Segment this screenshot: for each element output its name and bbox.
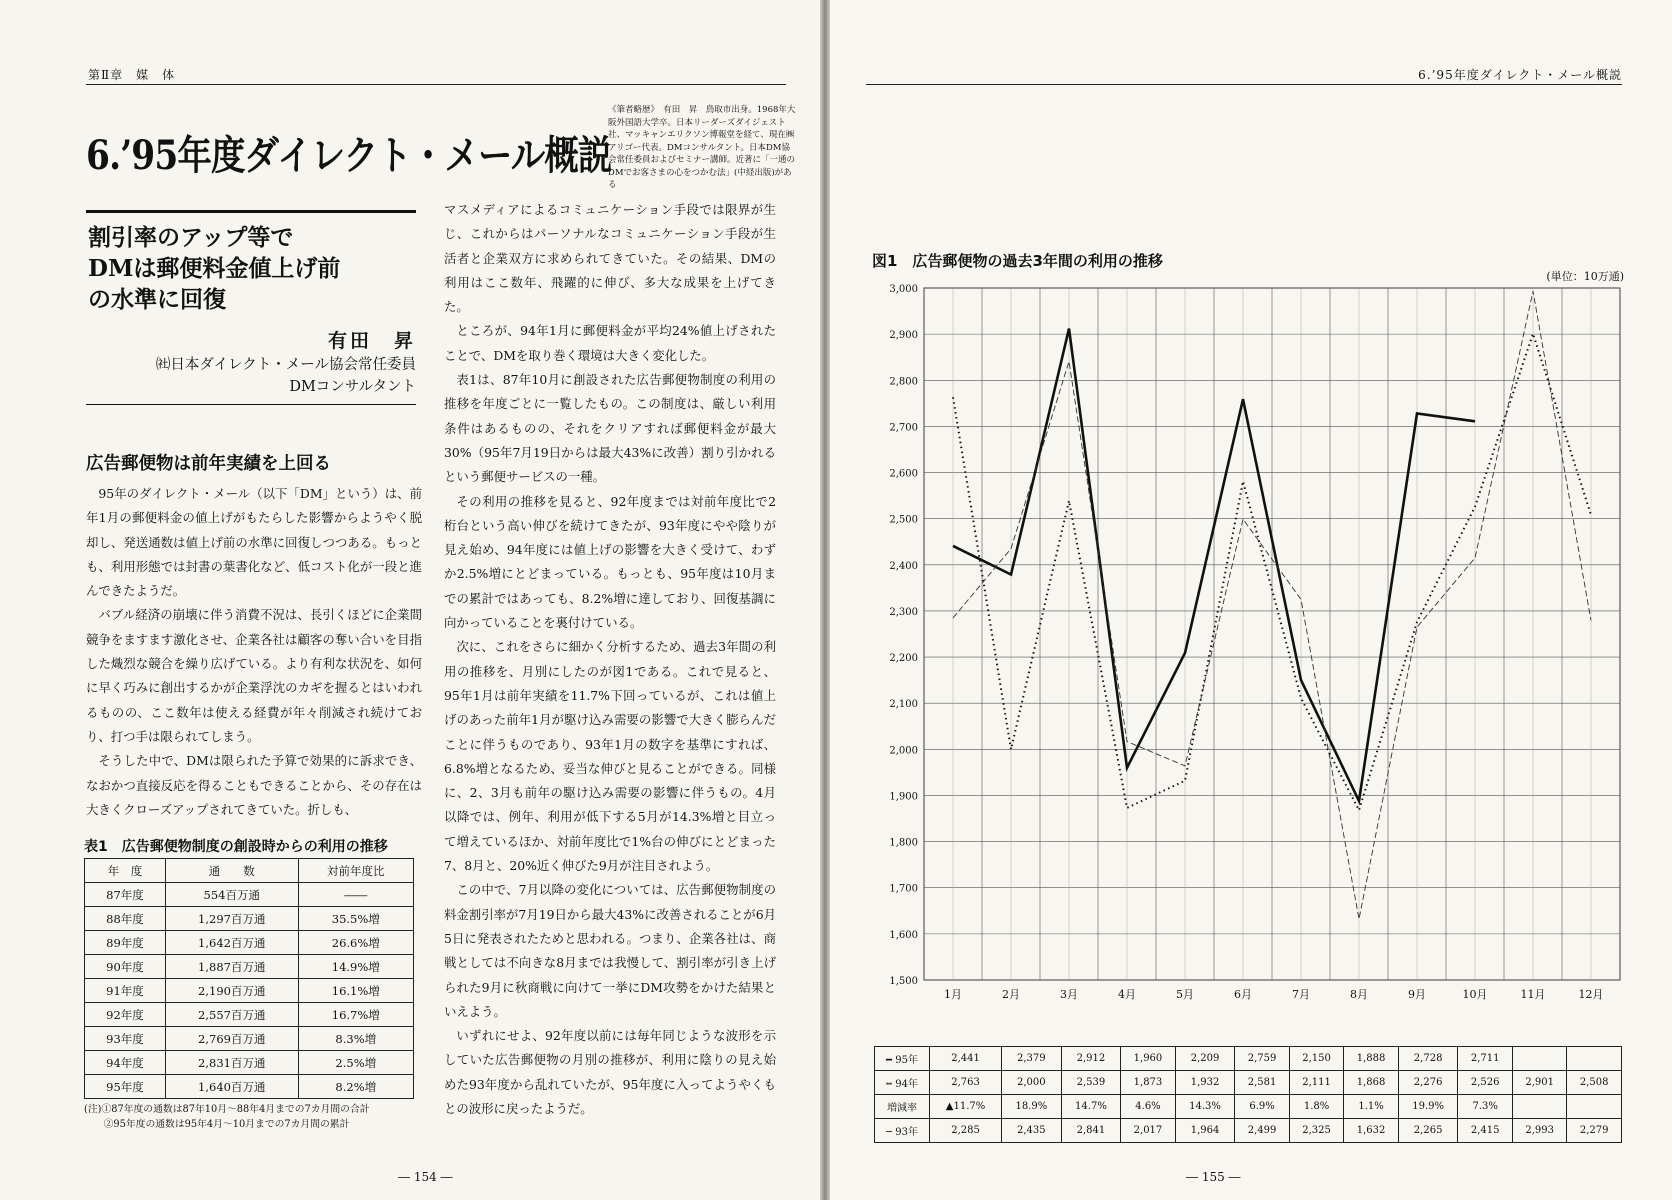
y-tick-label: 1,800 xyxy=(889,837,918,849)
y-tick-label: 2,500 xyxy=(889,514,918,526)
table-cell: ▲11.7% xyxy=(930,1095,1002,1119)
table-cell: 2,276 xyxy=(1398,1071,1458,1095)
section-heading: 広告郵便物は前年実績を上回る xyxy=(86,454,331,474)
left-page xyxy=(0,0,820,1200)
running-head-right: 6.’95年度ダイレクト・メール概説 xyxy=(1418,68,1622,82)
table-cell: 1,960 xyxy=(1121,1047,1176,1071)
table-cell: 2,111 xyxy=(1289,1071,1344,1095)
table-cell: 14.7% xyxy=(1061,1095,1121,1119)
table-cell: 14.3% xyxy=(1175,1095,1235,1119)
y-tick-label: 2,300 xyxy=(889,606,918,618)
chart-grid xyxy=(924,288,1620,980)
table-cell xyxy=(1567,1095,1622,1119)
table-row: 93年度 2,769百万通 8.3%増 xyxy=(85,1027,414,1051)
table-cell: 18.9% xyxy=(1002,1095,1062,1119)
table-row xyxy=(875,1047,1622,1071)
table-row xyxy=(875,1095,1622,1119)
table-cell: 19.9% xyxy=(1398,1095,1458,1119)
table-cell: 2,759 xyxy=(1235,1047,1290,1071)
table-cell: 2,017 xyxy=(1121,1119,1176,1143)
table-cell: 1,868 xyxy=(1344,1071,1399,1095)
article-title: 6.’95年度ダイレクト・メール概説 xyxy=(86,132,612,179)
row-label: ━ 95年 xyxy=(875,1047,930,1071)
row-label: ┅ 94年 xyxy=(875,1071,930,1095)
table1 xyxy=(84,858,414,1099)
table-cell xyxy=(1512,1095,1567,1119)
table-cell: 2,209 xyxy=(1175,1047,1235,1071)
table-cell: 2,435 xyxy=(1002,1119,1062,1143)
y-tick-label: 1,900 xyxy=(889,791,918,803)
table-cell xyxy=(1512,1047,1567,1071)
table-row xyxy=(875,1071,1622,1095)
table-row: 91年度 2,190百万通 16.1%増 xyxy=(85,979,414,1003)
table-cell: 1,932 xyxy=(1175,1071,1235,1095)
y-tick-label: 2,900 xyxy=(889,330,918,342)
y-tick-label: 1,700 xyxy=(889,883,918,895)
table-cell: 2,265 xyxy=(1398,1119,1458,1143)
table-cell: 2,711 xyxy=(1458,1047,1513,1071)
table-cell: 1,873 xyxy=(1121,1071,1176,1095)
author-bio: 《筆者略歴》 有田 昇 鳥取市出身。1968年大阪外国語大学卒。日本リーダーズダイジェスト社、マッキャンエリクソン博報堂を経て、現在㈱アリゴー代表。DMコンサルタント。日本DM協会常任委員およびセミナー講師。近著に「一通のDMでお客さまの心をつかむ法」(中経出版)がある xyxy=(608,105,796,190)
x-axis-ticks xyxy=(944,988,1604,1001)
table-cell: 2,728 xyxy=(1398,1047,1458,1071)
line-chart xyxy=(860,280,1640,1040)
table-row: 94年度 2,831百万通 2.5%増 xyxy=(85,1051,414,1075)
table-row: 87年度 554百万通 ―― xyxy=(85,883,414,907)
y-axis-ticks xyxy=(889,284,918,987)
author-affiliation: ㈳日本ダイレクト・メール協会常任委員 DMコンサルタント xyxy=(155,357,416,395)
y-tick-label: 2,800 xyxy=(889,376,918,388)
data-table xyxy=(874,1046,1622,1143)
table-row: 95年度 1,640百万通 8.2%増 xyxy=(85,1075,414,1099)
table-cell: 2,150 xyxy=(1289,1047,1344,1071)
table-cell: 2,581 xyxy=(1235,1071,1290,1095)
table-cell: 1,964 xyxy=(1175,1119,1235,1143)
table-cell: 2,000 xyxy=(1002,1071,1062,1095)
chart-title: 図1 広告郵便物の過去3年間の利用の推移 xyxy=(872,252,1163,270)
row-label: ─ 93年 xyxy=(875,1119,930,1143)
y-tick-label: 2,600 xyxy=(889,468,918,480)
table-cell: 6.9% xyxy=(1235,1095,1290,1119)
table-cell xyxy=(1567,1047,1622,1071)
x-tick-label: 8月 xyxy=(1350,988,1368,1001)
table1-caption: 表1 広告郵便物制度の創設時からの利用の推移 xyxy=(84,839,388,855)
table-header-row: 年 度 通 数 対前年度比 xyxy=(85,859,414,883)
y-tick-label: 3,000 xyxy=(889,284,918,295)
table-cell: 2,279 xyxy=(1567,1119,1622,1143)
table-row: 92年度 2,557百万通 16.7%増 xyxy=(85,1003,414,1027)
table-cell: 7.3% xyxy=(1458,1095,1513,1119)
page-number-right: ― 155 ― xyxy=(1186,1170,1241,1184)
body-column-2: マスメディアによるコミュニケーション手段では限界が生じ、これからはパーソナルなコミュニケーション手段が生活者と企業双方に求められてきていた。その結果、DMの利用はここ数年、飛躍的に伸び、多大な成果を上げてきた。 ところが、94年1月に郵便料金が平均24%値上げされたことで、DMを取り巻く環境は大きく変化した。 表1は、87年10月に創設された広告郵便物制度の利用の推移を年度ごとに一覧したもの。この制度は、厳しい利用条件はあるものの、それをクリアすれば郵便料金が最大30%（95年7月19日からは最大43%に改善）割り引かれるという郵便サービスの一種。 その利用の推移を見ると、92年度までは対前年度比で2桁台という高い伸びを続けてきたが、93年度にやや陰りが見え始め、94年度には値上げの影響を大きく受けて、わずか2.5%増にとどまっている。もっとも、95年度は10月までの累計ではあっても、8.2%増に達しており、回復基調に向かっていることを裏付けている。 次に、これをさらに細かく分析するため、過去3年間の利用の推移を、月別にしたのが図1である。これで見ると、95年1月は前年実績を11.7%下回っているが、これは値上げのあった前年1月が駆け込み需要の影響で大きく膨らんだことに伴うものであり、93年1月の数字を基準にすれば、6.8%増となるため、妥当な伸びと見ることができる。同様に、2、3月も前年の駆け込み需要の影響に伴うもの。4月以降では、例年、利用が低下する5月が14.3%増と目立って増えているほか、対前年度比で1%台の伸びにとどまった7、8月と、20%近く伸びた9月が注目されよう。 この中で、7月以降の変化については、広告郵便物制度の料金割引率が7月19日から最大43%に改善されることが6月5日に発表されたためと思われる。つまり、企業各社は、商戦としては不向きな8月までは我慢して、割引率が引き上げられた9月に秋商戦に向けて一挙にDM攻勢をかけた結果といえよう。 いずれにせよ、92年度以前には毎年同じような波形を示していた広告郵便物の月別の推移が、利用に陰りの見え始めた93年度から乱れていたが、95年度に入ってようやくもとの波形に戻ったようだ。 xyxy=(444,202,776,1116)
table-cell: 2,912 xyxy=(1061,1047,1121,1071)
subtitle: 割引率のアップ等で DMは郵便料金値上げ前 の水準に回復 xyxy=(88,224,341,313)
author-name: 有田 昇 xyxy=(327,330,416,352)
running-head-left: 第Ⅱ章 媒 体 xyxy=(88,68,176,82)
table-cell: 2,285 xyxy=(930,1119,1002,1143)
y-tick-label: 1,600 xyxy=(889,929,918,941)
table-cell: 2,325 xyxy=(1289,1119,1344,1143)
table-cell: 1,888 xyxy=(1344,1047,1399,1071)
right-page xyxy=(830,0,1672,1200)
table-cell: 2,526 xyxy=(1458,1071,1513,1095)
x-tick-label: 5月 xyxy=(1176,988,1194,1001)
table-cell: 4.6% xyxy=(1121,1095,1176,1119)
y-tick-label: 2,200 xyxy=(889,653,918,665)
table-row: 90年度 1,887百万通 14.9%増 xyxy=(85,955,414,979)
table-cell: 1.1% xyxy=(1344,1095,1399,1119)
x-tick-label: 7月 xyxy=(1292,988,1310,1001)
table-cell: 2,763 xyxy=(930,1071,1002,1095)
table-cell: 2,415 xyxy=(1458,1119,1513,1143)
body-column-1: 95年のダイレクト・メール（以下「DM」という）は、前年1月の郵便料金の値上げがもたらした影響からようやく脱却し、発送通数は値上げ前の水準に回復しつつある。もっとも、利用形態では封書の葉書化など、低コスト化が一段と進んできたようだ。 バブル経済の崩壊に伴う消費不況は、長引くほどに企業間競争をますます激化させ、企業各社は顧客の奪い合いを目指した熾烈な競合を繰り広げている。より有利な状況を、如何に早く巧みに創出するかが企業浮沈のカギを握るとはいわれるものの、ここ数年は使える経費が年々削減され続けており、打つ手は限られてしまう。 そうした中で、DMは限られた予算で効果的に訴求でき、なおかつ直接反応を得ることもできることから、その存在は大きくクローズアップされてきていた。折しも、 xyxy=(86,486,422,817)
row-label: 増減率 xyxy=(875,1095,930,1119)
x-tick-label: 1月 xyxy=(944,988,962,1001)
table-cell: 2,508 xyxy=(1567,1071,1622,1095)
y-tick-label: 1,500 xyxy=(889,976,918,987)
x-tick-label: 11月 xyxy=(1520,988,1546,1001)
table-cell: 2,901 xyxy=(1512,1071,1567,1095)
x-tick-label: 3月 xyxy=(1060,988,1078,1001)
x-tick-label: 9月 xyxy=(1408,988,1426,1001)
y-tick-label: 2,100 xyxy=(889,699,918,711)
table-cell: 2,379 xyxy=(1002,1047,1062,1071)
x-tick-label: 12月 xyxy=(1578,988,1604,1001)
table-cell: 2,441 xyxy=(930,1047,1002,1071)
x-tick-label: 6月 xyxy=(1234,988,1252,1001)
book-gutter xyxy=(820,0,830,1200)
x-tick-label: 10月 xyxy=(1462,988,1488,1001)
table-cell: 1,632 xyxy=(1344,1119,1399,1143)
y-tick-label: 2,400 xyxy=(889,560,918,572)
table-cell: 2,539 xyxy=(1061,1071,1121,1095)
y-tick-label: 2,000 xyxy=(889,745,918,757)
x-tick-label: 2月 xyxy=(1002,988,1020,1001)
table-cell: 2,841 xyxy=(1061,1119,1121,1143)
table-row: 88年度 1,297百万通 35.5%増 xyxy=(85,907,414,931)
table-row xyxy=(875,1119,1622,1143)
chart-unit-label: (単位：10万通) xyxy=(1546,270,1624,283)
y-tick-label: 2,700 xyxy=(889,422,918,434)
table-cell: 2,499 xyxy=(1235,1119,1290,1143)
table-cell: 2,993 xyxy=(1512,1119,1567,1143)
x-tick-label: 4月 xyxy=(1118,988,1136,1001)
page-number-left: ― 154 ― xyxy=(398,1170,453,1184)
table-cell: 1.8% xyxy=(1289,1095,1344,1119)
table-row: 89年度 1,642百万通 26.6%増 xyxy=(85,931,414,955)
table1-notes: (注)①87年度の通数は87年10月～88年4月までの7カ月間の合計 ②95年度の通数は95年4月～10月までの7カ月間の累計 xyxy=(84,1104,370,1130)
